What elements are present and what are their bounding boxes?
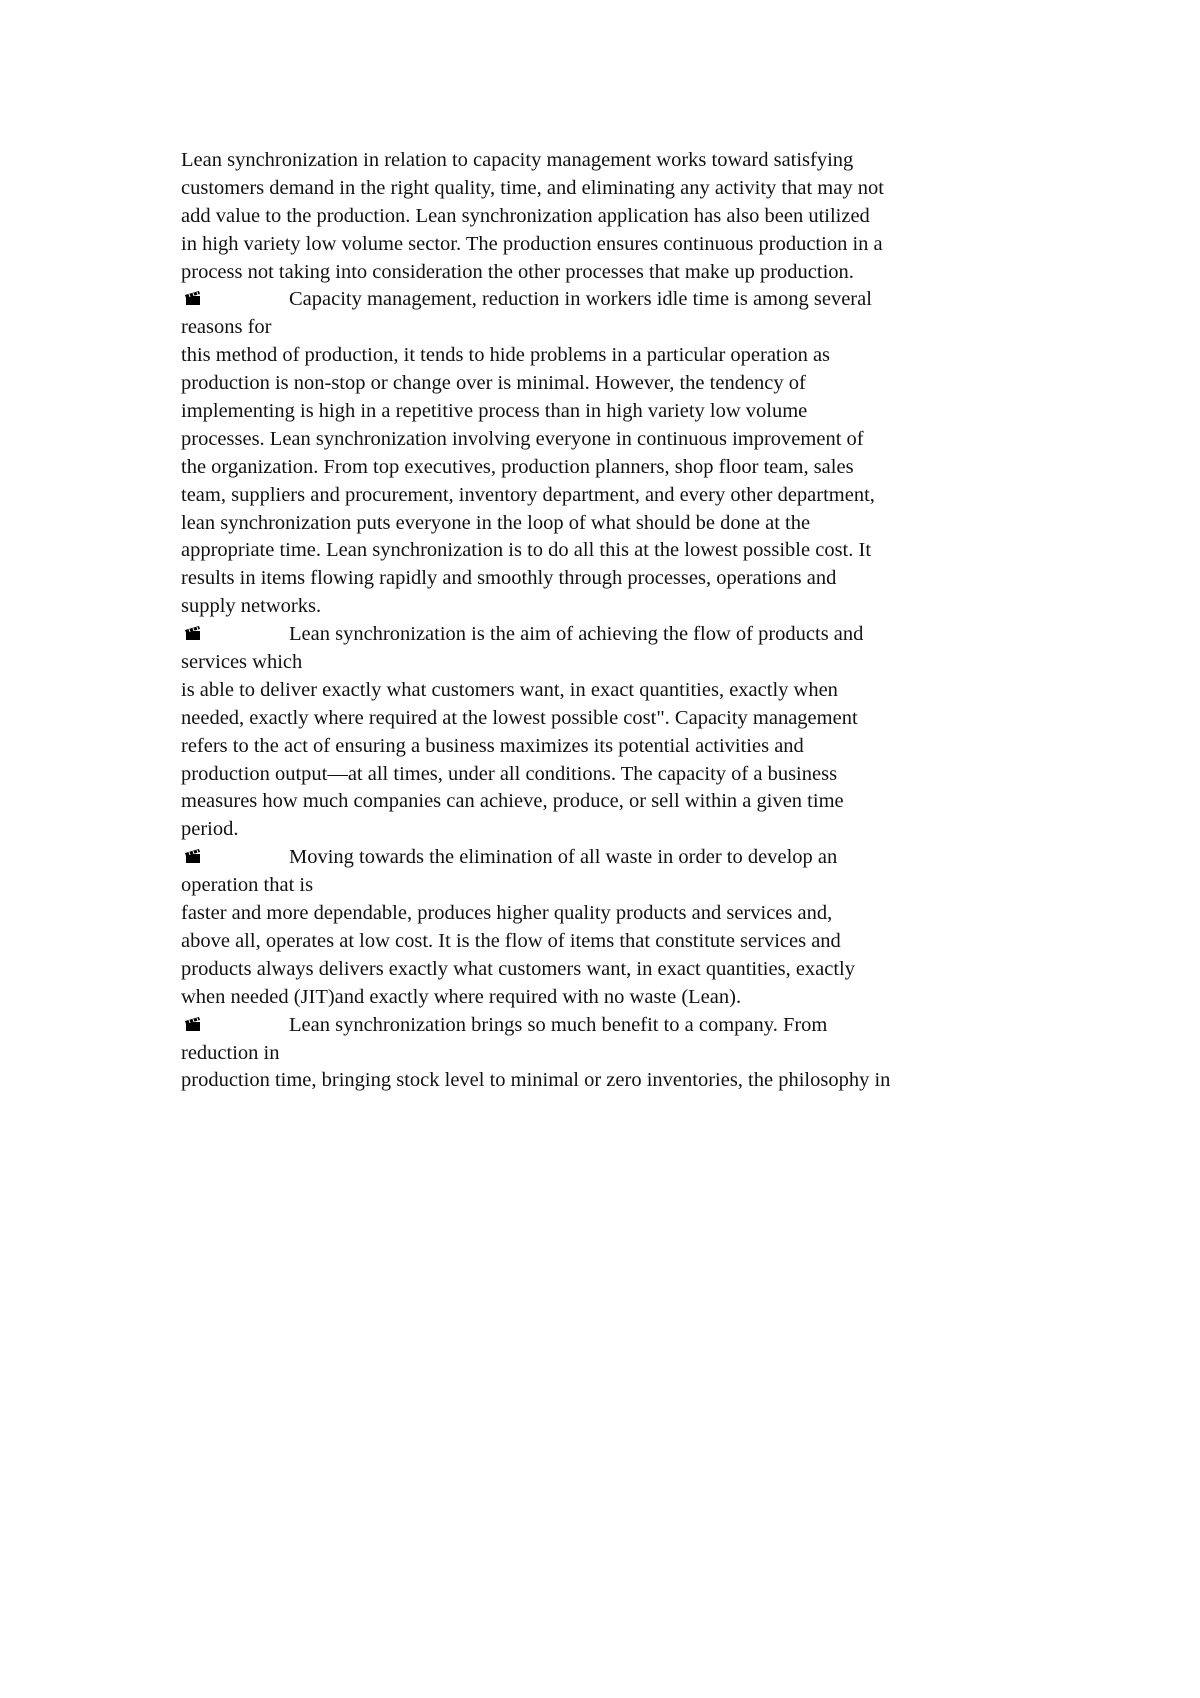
bullet-line: products always delivers exactly what customers want, in exact quantities, exactly bbox=[181, 957, 856, 980]
bullet-line: supply networks. bbox=[181, 595, 322, 618]
bullet-line: above all, operates at low cost. It is the flow of items that constitute services and bbox=[181, 929, 841, 952]
intro-line: in high variety low volume sector. The production ensures continuous production in a bbox=[181, 232, 883, 255]
bullet-first-line: Capacity management, reduction in workers idle time is among several bbox=[289, 288, 872, 311]
bullet-line: is able to deliver exactly what customers want, in exact quantities, exactly when bbox=[181, 678, 838, 701]
bullet-line: implementing is high in a repetitive process than in high variety low volume bbox=[181, 400, 808, 423]
clapperboard-icon bbox=[184, 624, 202, 642]
bullet-line: the organization. From top executives, production planners, shop floor team, sales bbox=[181, 455, 854, 478]
bullet-line: this method of production, it tends to hide problems in a particular operation as bbox=[181, 344, 831, 367]
bullet-line: production time, bringing stock level to minimal or zero inventories, the philosophy in bbox=[181, 1069, 891, 1092]
bullet-line: faster and more dependable, produces higher quality products and services and, bbox=[181, 902, 833, 925]
bullet-line: period. bbox=[181, 818, 239, 841]
bullet-first-line: Moving towards the elimination of all waste in order to develop an bbox=[289, 846, 838, 869]
bullet-line: production is non-stop or change over is minimal. However, the tendency of bbox=[181, 372, 806, 395]
bullet-item bbox=[181, 1012, 1061, 1040]
clapperboard-icon bbox=[184, 289, 202, 307]
bullet-line: reduction in bbox=[181, 1041, 280, 1064]
bullet-line: lean synchronization puts everyone in the loop of what should be done at the bbox=[181, 511, 811, 534]
clapperboard-icon bbox=[184, 847, 202, 865]
bullet-first-line: Lean synchronization is the aim of achieving the flow of products and bbox=[289, 623, 864, 646]
bullet-line: processes. Lean synchronization involving everyone in continuous improvement of bbox=[181, 427, 864, 450]
clapperboard-icon bbox=[184, 1015, 202, 1033]
intro-line: Lean synchronization in relation to capacity management works toward satisfying bbox=[181, 149, 854, 171]
bullet-line: refers to the act of ensuring a business maximizes its potential activities and bbox=[181, 734, 804, 757]
bullet-item bbox=[181, 621, 1061, 649]
intro-line: add value to the production. Lean synchronization application has also been utilized bbox=[181, 204, 870, 227]
bullet-line: needed, exactly where required at the lowest possible cost". Capacity management bbox=[181, 706, 858, 729]
bullet-item bbox=[181, 844, 1061, 872]
bullet-line: measures how much companies can achieve, produce, or sell within a given time bbox=[181, 790, 844, 813]
bullet-line: when needed (JIT)and exactly where required with no waste (Lean). bbox=[181, 985, 742, 1008]
bullet-line: appropriate time. Lean synchronization is to do all this at the lowest possible cost. It bbox=[181, 539, 872, 562]
bullet-line: reasons for bbox=[181, 316, 272, 339]
bullet-line: team, suppliers and procurement, inventory department, and every other department, bbox=[181, 483, 875, 506]
bullet-line: services which bbox=[181, 651, 303, 674]
bullet-first-line: Lean synchronization brings so much benefit to a company. From bbox=[289, 1013, 828, 1036]
document-body bbox=[181, 147, 1061, 1095]
bullet-line: operation that is bbox=[181, 874, 314, 897]
intro-line: customers demand in the right quality, time, and eliminating any activity that may not bbox=[181, 176, 884, 199]
bullet-line: production output—at all times, under all conditions. The capacity of a business bbox=[181, 762, 838, 785]
bullet-line: results in items flowing rapidly and smoothly through processes, operations and bbox=[181, 567, 837, 590]
intro-line: process not taking into consideration the other processes that make up production. bbox=[181, 260, 854, 283]
bullet-item bbox=[181, 286, 1061, 314]
